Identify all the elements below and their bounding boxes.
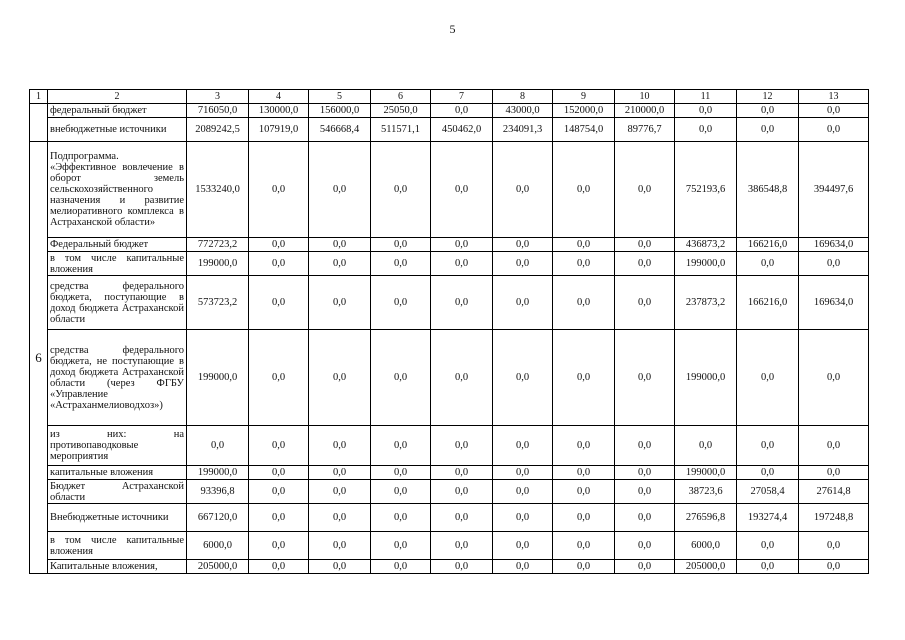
value-cell: 0,0: [493, 466, 553, 480]
value-cell: 0,0: [431, 276, 493, 330]
row-label: Бюджет Астраханской области: [48, 480, 187, 504]
value-cell: 0,0: [431, 104, 493, 118]
value-cell: 772723,2: [187, 238, 249, 252]
header-row: [30, 90, 869, 104]
value-cell: 199000,0: [187, 466, 249, 480]
row-label: Капитальные вложения,: [48, 560, 187, 574]
value-cell: 0,0: [615, 238, 675, 252]
value-cell: 0,0: [309, 466, 371, 480]
value-cell: 0,0: [615, 504, 675, 532]
value-cell: 0,0: [493, 238, 553, 252]
value-cell: 237873,2: [675, 276, 737, 330]
value-cell: 0,0: [431, 426, 493, 466]
value-cell: 156000,0: [309, 104, 371, 118]
value-cell: 199000,0: [187, 330, 249, 426]
value-cell: 148754,0: [553, 118, 615, 142]
column-header: 8: [493, 90, 553, 104]
value-cell: 169634,0: [799, 276, 869, 330]
table-row: [30, 330, 869, 426]
row-label: внебюджетные источники: [48, 118, 187, 142]
value-cell: 0,0: [371, 560, 431, 574]
value-cell: 0,0: [553, 238, 615, 252]
value-cell: 0,0: [493, 480, 553, 504]
value-cell: 0,0: [799, 466, 869, 480]
value-cell: 0,0: [799, 426, 869, 466]
value-cell: 6000,0: [675, 532, 737, 560]
value-cell: 0,0: [799, 252, 869, 276]
value-cell: 0,0: [431, 238, 493, 252]
value-cell: 0,0: [249, 330, 309, 426]
value-cell: 199000,0: [675, 252, 737, 276]
value-cell: 0,0: [371, 330, 431, 426]
value-cell: 1533240,0: [187, 142, 249, 238]
value-cell: 210000,0: [615, 104, 675, 118]
value-cell: 0,0: [309, 330, 371, 426]
value-cell: 0,0: [737, 466, 799, 480]
value-cell: 27058,4: [737, 480, 799, 504]
value-cell: 234091,3: [493, 118, 553, 142]
value-cell: 276596,8: [675, 504, 737, 532]
column-header: 3: [187, 90, 249, 104]
table-body: [30, 104, 869, 574]
section-number: 6: [30, 142, 48, 574]
value-cell: 450462,0: [431, 118, 493, 142]
value-cell: 107919,0: [249, 118, 309, 142]
value-cell: 0,0: [615, 426, 675, 466]
value-cell: 0,0: [553, 466, 615, 480]
value-cell: 0,0: [553, 560, 615, 574]
value-cell: 27614,8: [799, 480, 869, 504]
value-cell: 93396,8: [187, 480, 249, 504]
column-header: 5: [309, 90, 371, 104]
value-cell: 199000,0: [187, 252, 249, 276]
value-cell: 0,0: [615, 142, 675, 238]
value-cell: 0,0: [493, 252, 553, 276]
value-cell: 0,0: [737, 252, 799, 276]
row-label: Внебюджетные источники: [48, 504, 187, 532]
value-cell: 0,0: [493, 532, 553, 560]
value-cell: 152000,0: [553, 104, 615, 118]
row-label: из них: на противопаводковые мероприятия: [48, 426, 187, 466]
value-cell: 0,0: [371, 276, 431, 330]
value-cell: 0,0: [371, 480, 431, 504]
value-cell: 205000,0: [675, 560, 737, 574]
value-cell: 199000,0: [675, 466, 737, 480]
value-cell: 546668,4: [309, 118, 371, 142]
value-cell: 43000,0: [493, 104, 553, 118]
value-cell: 394497,6: [799, 142, 869, 238]
table-row: [30, 252, 869, 276]
value-cell: 0,0: [615, 560, 675, 574]
table-row: [30, 532, 869, 560]
value-cell: 0,0: [553, 480, 615, 504]
value-cell: 436873,2: [675, 238, 737, 252]
row-label: средства федерального бюджета, поступающие в доход бюджета Астраханской области: [48, 276, 187, 330]
value-cell: 0,0: [493, 142, 553, 238]
value-cell: 0,0: [615, 466, 675, 480]
value-cell: 0,0: [493, 560, 553, 574]
table-row: [30, 480, 869, 504]
column-header: 7: [431, 90, 493, 104]
row-label: в том числе капитальные вложения: [48, 252, 187, 276]
value-cell: 89776,7: [615, 118, 675, 142]
value-cell: 0,0: [553, 252, 615, 276]
column-header: 12: [737, 90, 799, 104]
value-cell: 0,0: [249, 466, 309, 480]
value-cell: 0,0: [799, 118, 869, 142]
value-cell: 0,0: [249, 426, 309, 466]
value-cell: 0,0: [371, 142, 431, 238]
value-cell: 0,0: [431, 532, 493, 560]
value-cell: 0,0: [371, 466, 431, 480]
value-cell: 0,0: [799, 104, 869, 118]
value-cell: 0,0: [737, 560, 799, 574]
value-cell: 0,0: [249, 560, 309, 574]
value-cell: 0,0: [309, 276, 371, 330]
value-cell: 38723,6: [675, 480, 737, 504]
value-cell: 0,0: [553, 532, 615, 560]
column-header: 13: [799, 90, 869, 104]
value-cell: 166216,0: [737, 276, 799, 330]
value-cell: 511571,1: [371, 118, 431, 142]
table-row: [30, 142, 869, 238]
value-cell: 0,0: [371, 426, 431, 466]
value-cell: 0,0: [431, 330, 493, 426]
value-cell: 0,0: [737, 104, 799, 118]
value-cell: 0,0: [249, 532, 309, 560]
value-cell: 0,0: [431, 142, 493, 238]
value-cell: 0,0: [187, 426, 249, 466]
value-cell: 0,0: [249, 142, 309, 238]
value-cell: 0,0: [737, 426, 799, 466]
value-cell: 386548,8: [737, 142, 799, 238]
table-row: [30, 504, 869, 532]
value-cell: 667120,0: [187, 504, 249, 532]
column-header: 4: [249, 90, 309, 104]
value-cell: 0,0: [553, 330, 615, 426]
value-cell: 0,0: [737, 532, 799, 560]
value-cell: 0,0: [431, 504, 493, 532]
value-cell: 0,0: [737, 330, 799, 426]
value-cell: 130000,0: [249, 104, 309, 118]
value-cell: 0,0: [493, 330, 553, 426]
column-header: 1: [30, 90, 48, 104]
value-cell: 0,0: [553, 276, 615, 330]
value-cell: 0,0: [431, 252, 493, 276]
value-cell: 199000,0: [675, 330, 737, 426]
column-header: 9: [553, 90, 615, 104]
value-cell: 0,0: [309, 142, 371, 238]
value-cell: 0,0: [553, 426, 615, 466]
value-cell: 716050,0: [187, 104, 249, 118]
value-cell: 0,0: [675, 104, 737, 118]
table-row: [30, 426, 869, 466]
value-cell: 0,0: [371, 238, 431, 252]
value-cell: 0,0: [493, 276, 553, 330]
table-row: [30, 104, 869, 118]
value-cell: 0,0: [371, 532, 431, 560]
row-label: средства федерального бюджета, не поступающие в доход бюджета Астраханской области (через ФГБУ «Управление «Астраханмелиоводхоз»): [48, 330, 187, 426]
value-cell: 0,0: [309, 238, 371, 252]
value-cell: 0,0: [371, 252, 431, 276]
row-label: капитальные вложения: [48, 466, 187, 480]
value-cell: 0,0: [371, 504, 431, 532]
value-cell: 0,0: [615, 330, 675, 426]
value-cell: 0,0: [553, 504, 615, 532]
value-cell: 6000,0: [187, 532, 249, 560]
value-cell: 0,0: [309, 426, 371, 466]
value-cell: 0,0: [309, 480, 371, 504]
value-cell: 573723,2: [187, 276, 249, 330]
value-cell: 0,0: [493, 504, 553, 532]
value-cell: 0,0: [249, 252, 309, 276]
value-cell: 0,0: [309, 532, 371, 560]
value-cell: 0,0: [249, 276, 309, 330]
value-cell: 0,0: [615, 532, 675, 560]
value-cell: 0,0: [675, 118, 737, 142]
value-cell: 0,0: [493, 426, 553, 466]
value-cell: 205000,0: [187, 560, 249, 574]
value-cell: 0,0: [675, 426, 737, 466]
value-cell: 0,0: [799, 330, 869, 426]
column-header: 2: [48, 90, 187, 104]
table-row: [30, 276, 869, 330]
value-cell: 0,0: [309, 560, 371, 574]
table-row: [30, 238, 869, 252]
value-cell: 0,0: [799, 532, 869, 560]
value-cell: 0,0: [615, 480, 675, 504]
value-cell: 0,0: [615, 276, 675, 330]
value-cell: 0,0: [309, 252, 371, 276]
value-cell: 25050,0: [371, 104, 431, 118]
column-header: 10: [615, 90, 675, 104]
value-cell: 0,0: [249, 504, 309, 532]
column-header: 6: [371, 90, 431, 104]
value-cell: 169634,0: [799, 238, 869, 252]
table-row: [30, 118, 869, 142]
value-cell: 0,0: [431, 480, 493, 504]
value-cell: 166216,0: [737, 238, 799, 252]
value-cell: 0,0: [553, 142, 615, 238]
value-cell: 0,0: [249, 238, 309, 252]
table-row: [30, 466, 869, 480]
value-cell: 2089242,5: [187, 118, 249, 142]
page-number: 5: [449, 22, 456, 36]
value-cell: 752193,6: [675, 142, 737, 238]
value-cell: 193274,4: [737, 504, 799, 532]
table-row: [30, 560, 869, 574]
section-cell-previous: [30, 104, 48, 142]
column-header: 11: [675, 90, 737, 104]
value-cell: 0,0: [431, 466, 493, 480]
value-cell: 0,0: [249, 480, 309, 504]
row-label: федеральный бюджет: [48, 104, 187, 118]
row-label: Федеральный бюджет: [48, 238, 187, 252]
row-label: в том числе капитальные вложения: [48, 532, 187, 560]
value-cell: 0,0: [737, 118, 799, 142]
value-cell: 197248,8: [799, 504, 869, 532]
value-cell: 0,0: [799, 560, 869, 574]
budget-table: [29, 89, 869, 574]
value-cell: 0,0: [615, 252, 675, 276]
row-label: Подпрограмма. «Эффективное вовлечение в оборот земель сельскохозяйственного назначения и развитие мелиоративного комплекса в Астраханской области»: [48, 142, 187, 238]
value-cell: 0,0: [309, 504, 371, 532]
value-cell: 0,0: [431, 560, 493, 574]
